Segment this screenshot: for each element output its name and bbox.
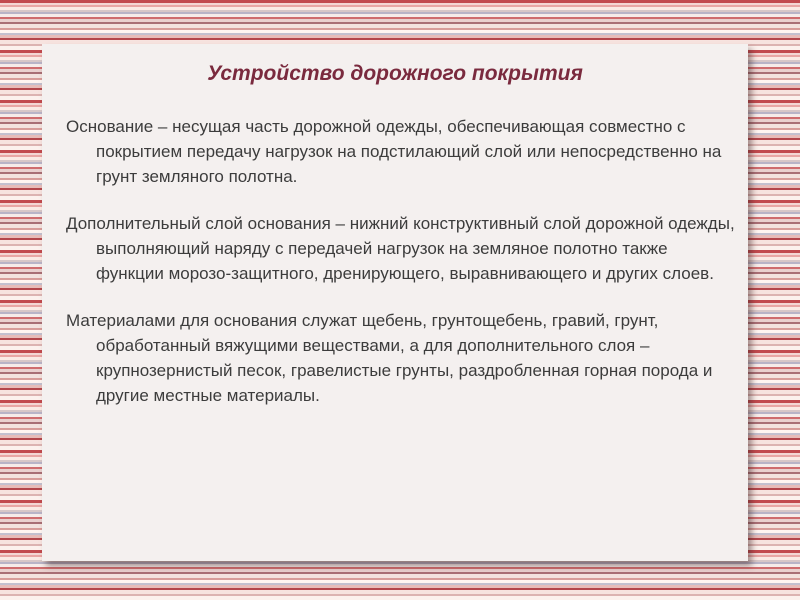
- paragraph-materials: Материалами для основания служат щебень, грунтощебень, гравий, грунт, обработанный вяжущими веществами, а для дополнительного слоя – крупнозернистый песок, гравелистые грунты, раздробленная горная порода и другие местные материалы.: [66, 311, 713, 405]
- slide-body: [66, 114, 738, 430]
- paragraph-additional-layer: Дополнительный слой основания – нижний конструктивный слой дорожной одежды, выполняющий наряду с передачей нагрузок на земляное полотно также функции морозо-защитного, дренирующего, выравнивающего и других слоев.: [66, 214, 735, 283]
- paragraph-base-definition: Основание – несущая часть дорожной одежды, обеспечивающая совместно с покрытием передачу нагрузок на подстилающий слой или непосредственно на грунт земляного полотна.: [66, 117, 722, 186]
- slide-panel: [42, 44, 748, 561]
- slide-title: Устройство дорожного покрытия: [207, 62, 583, 85]
